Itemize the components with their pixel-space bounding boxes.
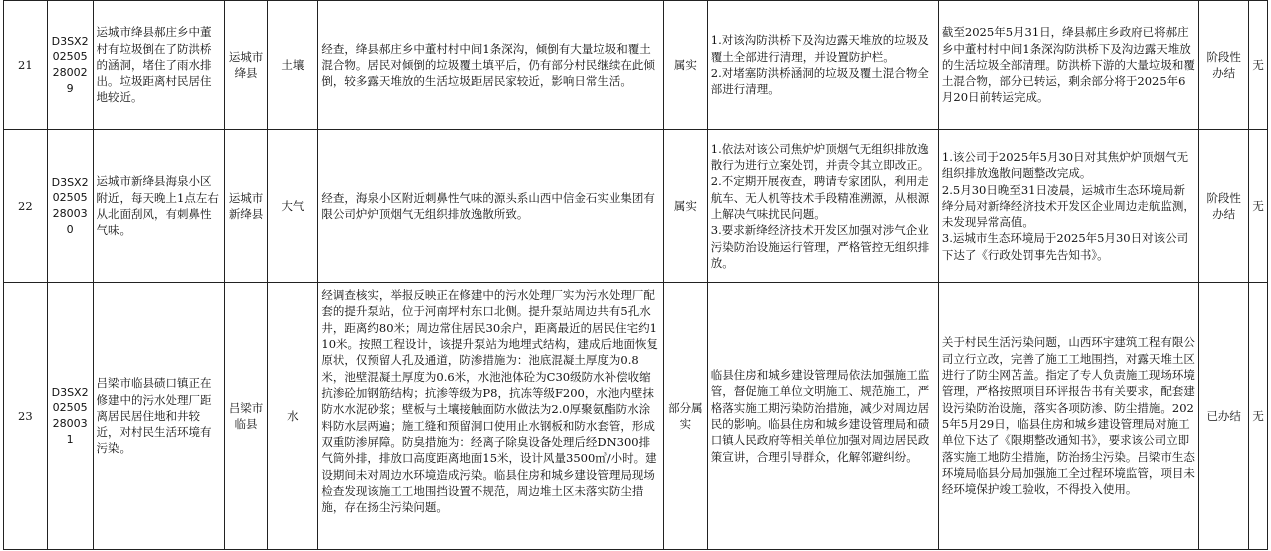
investigation-findings: 经查，海泉小区附近刺鼻性气味的源头系山西中信金石实业集团有限公司炉炉顶烟气无组织排放逸散所致。 — [318, 130, 664, 283]
table-row — [4, 130, 1268, 283]
case-code: D3SX2 02505 28003 0 — [47, 130, 93, 283]
complaint-table — [3, 0, 1268, 550]
pollution-type: 土壤 — [268, 1, 318, 130]
accountability: 无 — [1249, 130, 1268, 283]
progress: 关于村民生活污染问题，山西环宇建筑工程有限公司立行立改，完善了施工工地围挡，对露天堆土区进行了防尘网苫盖。指定了专人负责施工现场环境管理，严格按照项目环评报告书有关要求，配套建设污染防治设施，落实各项防渗、防尘措施。2025年5月29日，临县住房和城乡建设管理局对施工单位下达了《限期整改通知书》，要求该公司立即落实施工地防尘措施，防治扬尘污染。吕梁市生态环境局临县分局加强施工全过程环境监管，项目未经环境保护竣工验收，不得投入使用。 — [938, 283, 1198, 550]
investigation-findings: 经查，绛县郝庄乡中董村村中间1条深沟，倾倒有大量垃圾和覆土混合物。居民对倾倒的垃圾覆土填平后，仍有部分村民继续在此倾倒，较多露天堆放的生活垃圾距居民家较近，影响日常生活。 — [318, 1, 664, 130]
pollution-type: 大气 — [268, 130, 318, 283]
progress: 1.该公司于2025年5月30日对其焦炉炉顶烟气无组织排放逸散问题整改完成。 2.5月30日晚至31日凌晨，运城市生态环境局新绛分局对新绛经济技术开发区企业周边走航监测，未发现异常高值。 3.运城市生态环境局于2025年5月30日对该公司下达了《行政处罚事先告知书》。 — [938, 130, 1198, 283]
complaint-content: 吕梁市临县碛口镇正在修建中的污水处理厂距离居民居住地和井较近，对村民生活环境有污染。 — [93, 283, 224, 550]
verdict: 属实 — [664, 1, 708, 130]
region: 运城市绛县 — [224, 1, 268, 130]
pollution-type: 水 — [268, 283, 318, 550]
verdict: 部分属实 — [664, 283, 708, 550]
status: 阶段性办结 — [1199, 130, 1249, 283]
row-number: 23 — [4, 283, 48, 550]
complaint-content: 运城市新绛县海泉小区附近，每天晚上1点左右从北面刮风，有刺鼻性气味。 — [93, 130, 224, 283]
region: 吕梁市临县 — [224, 283, 268, 550]
status: 阶段性办结 — [1199, 1, 1249, 130]
region: 运城市新绛县 — [224, 130, 268, 283]
measures: 临县住房和城乡建设管理局依法加强施工监管，督促施工单位文明施工、规范施工，严格落实施工期污染防治措施，减少对周边居民的影响。临县住房和城乡建设管理局和碛口镇人民政府等相关单位加强对周边居民政策宣讲，合理引导群众，化解邻避纠纷。 — [707, 283, 938, 550]
row-number: 21 — [4, 1, 48, 130]
case-code: D3SX2 02505 28003 1 — [47, 283, 93, 550]
investigation-findings: 经调查核实，举报反映正在修建中的污水处理厂实为污水处理厂配套的提升泵站，位于河南坪村东口北侧。提升泵站周边共有5孔水井，距离约80米；周边常住居民30余户，距离最近的居民住宅约110米。按照工程设计，该提升泵站为地埋式结构，建成后地面恢复原状，仅预留人孔及通道，防渗措施为：池底混凝土厚度为0.8米，池壁混凝土厚度为0.6米，水池池体砼为C30级防水补偿收缩抗渗砼加钢筋结构；抗渗等级为P8，抗冻等级F200，水池内壁抹防水水泥砂浆；壁板与土壤接触面防水做法为2.0厚聚氨酯防水涂料防水层两遍；施工缝和预留洞口使用止水钢板和防水套管，形成双重防渗屏障。防臭措施为：经离子除臭设备处理后经DN300排气筒外排，排放口高度距离地面15米，设计风量3500㎥/小时。建设期间未对周边水环境造成污染。临县住房和城乡建设管理局现场检查发现该施工工地围挡设置不规范，周边堆土区未落实防尘措施，存在扬尘污染问题。 — [318, 283, 664, 550]
table-row — [4, 283, 1268, 550]
table-row — [4, 1, 1268, 130]
verdict: 属实 — [664, 130, 708, 283]
measures: 1.依法对该公司焦炉炉顶烟气无组织排放逸散行为进行立案处罚，并责令其立即改正。 2.不定期开展夜查，聘请专家团队，利用走航车、无人机等技术手段精准溯源，从根源上解决气味扰民问题。 3.要求新绛经济技术开发区加强对涉气企业污染防治设施运行管理，严格管控无组织排放。 — [707, 130, 938, 283]
progress: 截至2025年5月31日，绛县郝庄乡政府已将郝庄乡中董村村中间1条深沟防洪桥下及沟边露天堆放的生活垃圾全部清理。防洪桥下游的大量垃圾和覆土混合物，部分已转运，剩余部分将于2025年6月20日前转运完成。 — [938, 1, 1198, 130]
status: 已办结 — [1199, 283, 1249, 550]
measures: 1.对该沟防洪桥下及沟边露天堆放的垃圾及覆土全部进行清理，并设置防护栏。 2.对堵塞防洪桥涵洞的垃圾及覆土混合物全部进行清理。 — [707, 1, 938, 130]
row-number: 22 — [4, 130, 48, 283]
complaint-content: 运城市绛县郝庄乡中董村有垃圾倒在了防洪桥的涵洞，堵住了雨水排出。垃圾距离村民居住地较近。 — [93, 1, 224, 130]
case-code: D3SX2 02505 28002 9 — [47, 1, 93, 130]
accountability: 无 — [1249, 283, 1268, 550]
accountability: 无 — [1249, 1, 1268, 130]
